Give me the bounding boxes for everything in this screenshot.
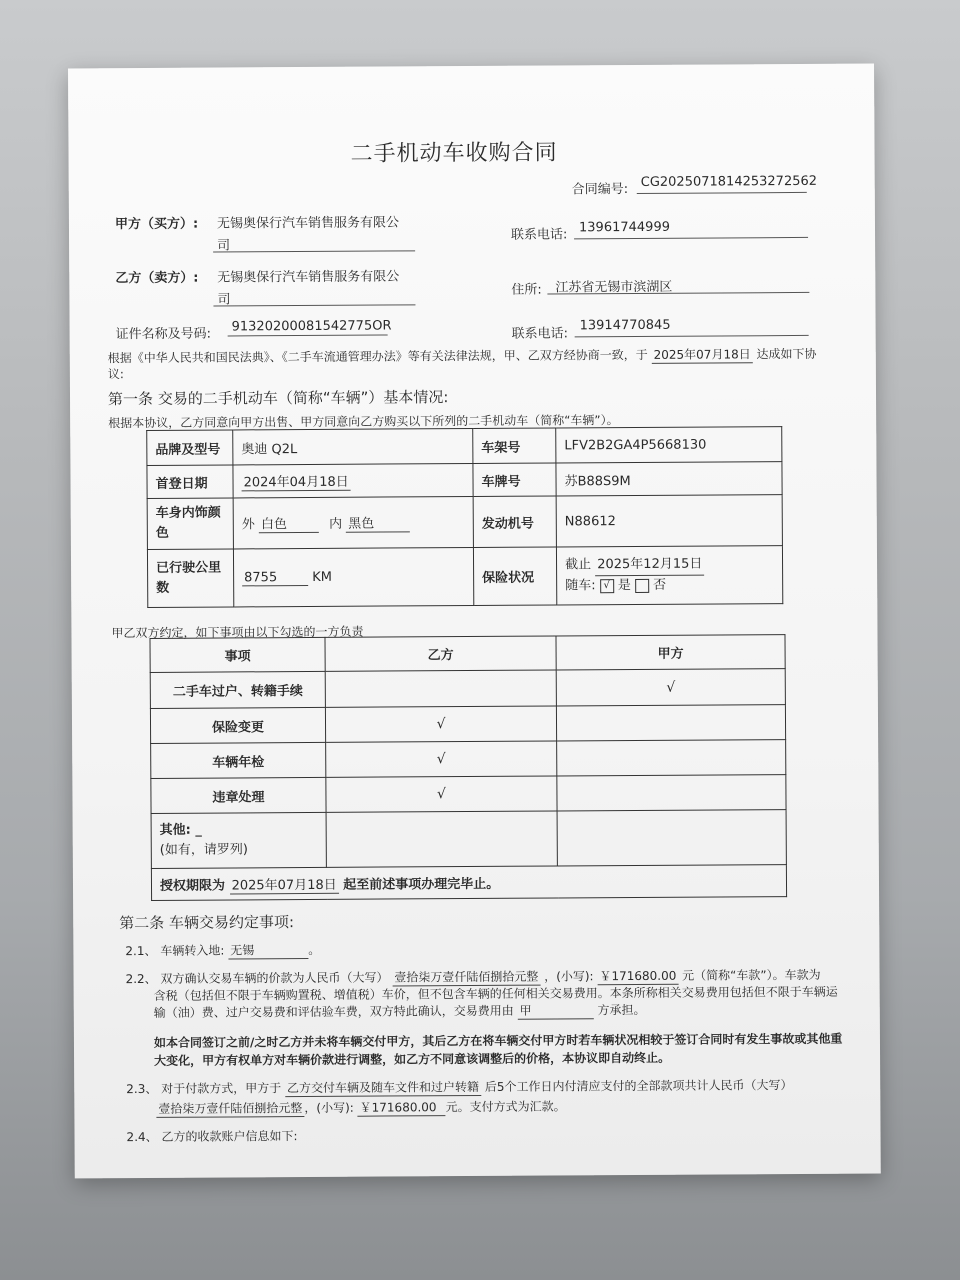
party-b-id-underline: [228, 334, 388, 336]
resp-b-3: √: [326, 776, 557, 812]
resp-item-0: 二手车过户、转籍手续: [150, 671, 325, 708]
auth-label: 授权期限为: [159, 877, 226, 894]
party-a-name-2: 司: [217, 238, 231, 254]
c21-text: 车辆转入地:: [160, 943, 225, 958]
resp-auth-cell: [151, 865, 786, 901]
c22-l3-b: 方承担。: [597, 1002, 646, 1018]
intro-suffix: 达成如下协: [756, 346, 817, 362]
color-cell: [233, 496, 473, 548]
resp-a-0: √: [556, 669, 785, 706]
c23-b: 后5个工作日内付清应支付的全部款项共计人民币（大写）: [484, 1078, 793, 1094]
c22-no: 2.2、: [125, 971, 157, 987]
party-a-name-1: 无锡奥保行汽车销售服务有限公: [216, 215, 400, 232]
resp-other-a: [557, 810, 786, 866]
auth-suffix: 起至前述事项办理完毕止。: [343, 876, 500, 893]
int-color: 黑色: [346, 512, 410, 532]
party-b-name-1: 无锡奥保行汽车销售服务有限公: [217, 269, 400, 286]
ins-no-label: 否: [653, 577, 667, 593]
c23-amount: ￥171680.00: [358, 1098, 446, 1117]
vehicle-row-brand: [147, 427, 782, 466]
vehicle-row-color: [147, 495, 782, 550]
contract-title: 二手机动车收购合同: [350, 140, 558, 167]
c23-no: 2.3、: [126, 1081, 158, 1097]
sec1-title: 第一条 交易的二手机动车（简称“车辆”）基本情况:: [107, 388, 449, 409]
c24-text: 乙方的收款账户信息如下:: [161, 1129, 298, 1144]
resp-a-2: [557, 740, 786, 776]
plate-value: 苏B88S9M: [556, 462, 782, 496]
insurance-follow-line: [565, 575, 774, 596]
reg-date: 2024年04月18日: [241, 471, 350, 492]
resp-row-3: [151, 775, 786, 814]
party-b-id-value: 91320200081542775OR: [231, 318, 392, 335]
mileage-label-2: 数: [156, 580, 170, 596]
engine-label: 发动机号: [473, 496, 556, 548]
resp-col-b: 乙方: [325, 636, 556, 671]
party-a-phone-label: 联系电话:: [510, 227, 568, 243]
resp-row-other: [151, 810, 786, 869]
resp-b-1: √: [325, 706, 556, 742]
color-label-2: 色: [155, 525, 169, 541]
vehicle-row-reg: [147, 462, 782, 499]
ins-until-prefix: 截止: [565, 557, 592, 573]
resp-other-line: [160, 820, 318, 841]
party-b-phone-underline: [575, 335, 809, 337]
clause-2-3-line-1: [126, 1076, 792, 1098]
c23-a: 对于付款方式，甲方于: [161, 1081, 282, 1096]
resp-row-auth: [151, 865, 786, 901]
resp-intro: 甲乙双方约定，如下事项由以下勾选的一方负责: [111, 624, 364, 641]
resp-item-1: 保险变更: [150, 707, 325, 743]
resp-col-a: 甲方: [556, 635, 785, 670]
insurance-until-line: [565, 554, 774, 576]
party-a-phone-underline: [574, 237, 808, 239]
vin-value: LFV2B2GA4P5668130: [556, 427, 782, 463]
contract-paper: [68, 64, 881, 1179]
c23-amount-cn: 壹拾柒万壹仟陆佰捌拾元整: [156, 1099, 304, 1118]
mileage-value: 8755: [242, 569, 308, 585]
color-label-1: 车身内饰颜: [155, 505, 221, 521]
resp-b-2: √: [326, 741, 557, 777]
mileage-cell: [233, 547, 473, 606]
contract-no-underline: [637, 192, 807, 194]
sec1-desc: 根据本协议，乙方同意向甲方出售、甲方同意向乙方购买以下所列的二手机动车（简称“车辆”）。: [108, 413, 619, 431]
party-b-address-underline: [547, 292, 809, 295]
party-b-phone: 13914770845: [579, 317, 671, 334]
party-a-label: 甲方（买方）:: [114, 216, 199, 233]
c24-no: 2.4、: [126, 1129, 158, 1145]
intro-line-2: 议:: [107, 367, 124, 382]
ext-prefix: 外: [241, 517, 255, 533]
c23-c: ，(小写):: [304, 1100, 354, 1116]
party-a-underline: [213, 250, 415, 252]
c22-l3-a: 输（油）费、过户交易费和评估验车费，双方特此确认，交易费用由: [153, 1003, 514, 1020]
c21-end: 。: [308, 942, 321, 957]
color-label: [147, 498, 233, 550]
brand-label: 品牌及型号: [147, 430, 233, 466]
engine-value: N88612: [556, 495, 782, 547]
c22-l1-b: ，(小写):: [544, 969, 594, 984]
intro-prefix: 根据《中华人民共和国民法典》、《二手车流通管理办法》等有关法律法规，甲、乙双方经协商一致，于: [107, 347, 648, 366]
c22-l1-c: 元（简称“车款”）。车款为: [682, 967, 821, 983]
resp-b-0: [325, 670, 556, 707]
resp-other-label: 其他:: [159, 822, 191, 838]
clause-2-4: [126, 1127, 297, 1145]
auth-date: 2025年07月18日: [229, 873, 338, 894]
sec2-title: 第二条 车辆交易约定事项:: [119, 913, 295, 933]
c21-value: 无锡: [228, 941, 308, 959]
clause-2-1: [125, 941, 320, 960]
resp-a-1: [556, 705, 785, 741]
ins-yes-label: 是: [617, 578, 631, 594]
contract-no-label: 合同编号:: [571, 182, 629, 198]
party-a-phone: 13961744999: [578, 219, 671, 236]
ins-yes-checkbox[interactable]: √: [600, 579, 614, 593]
intro-date: 2025年07月18日: [652, 345, 753, 364]
c23-method: 乙方交付车辆及随车文件和过户转籍: [285, 1078, 481, 1097]
resp-other-note: (如有，请罗列): [159, 842, 248, 858]
bold-clause-line-1: 如本合同签订之前/之时乙方并未将车辆交付甲方，其后乙方在将车辆交付甲方时若车辆状况相较于签订合同时有发生事故或其他重: [153, 1031, 843, 1050]
party-b-address-label: 住所:: [511, 282, 542, 298]
resp-other-cell: [151, 812, 326, 868]
party-b-phone-label: 联系电话:: [511, 326, 569, 342]
plate-label: 车牌号: [473, 463, 556, 497]
party-b-underline: [213, 304, 415, 306]
resp-row-0: [150, 669, 785, 709]
c22-payer: 甲: [518, 1001, 594, 1019]
resp-other-b: [326, 811, 557, 867]
vehicle-row-mileage: [147, 546, 782, 608]
resp-row-2: [151, 740, 786, 779]
resp-row-1: [150, 705, 785, 744]
insurance-label: 保险状况: [473, 547, 556, 606]
reg-cell: [233, 463, 473, 497]
clause-2-3-line-2: [156, 1097, 565, 1117]
resp-item-3: 违章处理: [151, 777, 326, 813]
clause-2-2-line-2: 含税（包括但不限于车辆购置税、增值税）车价，但不包含车辆的任何相关交易费用。本条所称相关交易费用包括但不限于车辆运: [153, 984, 838, 1003]
mileage-label: [147, 549, 233, 608]
party-b-address: 江苏省无锡市滨湖区: [555, 279, 673, 296]
intro-line-1: [108, 345, 817, 367]
resp-col-item: 事项: [150, 637, 325, 672]
c23-d: 元。支付方式为汇款。: [445, 1099, 566, 1115]
insurance-cell: [556, 546, 782, 605]
resp-other-value: _: [195, 822, 202, 838]
resp-item-2: 车辆年检: [151, 742, 326, 778]
clause-2-2-line-3: [154, 1001, 646, 1022]
vehicle-table: [146, 426, 783, 608]
ins-no-checkbox[interactable]: [635, 578, 649, 592]
mileage-label-1: 已行驶公里: [156, 560, 222, 576]
reg-label: 首登日期: [147, 465, 233, 499]
party-b-id-label: 证件名称及号码:: [115, 326, 212, 343]
vin-label: 车架号: [473, 428, 556, 464]
resp-a-3: [557, 775, 786, 811]
contract-no-value: CG2025071814253272562: [640, 173, 818, 190]
resp-header-row: [150, 635, 785, 673]
c21-no: 2.1、: [125, 943, 157, 959]
c22-l1-a: 双方确认交易车辆的价款为人民币（大写）: [160, 970, 389, 986]
ins-until-date: 2025年12月15日: [595, 555, 704, 577]
party-b-name-2: 司: [217, 292, 231, 308]
int-prefix: 内: [329, 516, 343, 532]
c22-amount: ￥171680.00: [597, 967, 678, 985]
bold-clause-line-2: 大变化，甲方有权单方对车辆价款进行调整，如乙方不同意该调整后的价格，本协议即自动终止。: [154, 1050, 671, 1068]
resp-table: [149, 634, 787, 901]
mileage-unit: KM: [312, 569, 333, 585]
ext-color: 白色: [259, 513, 319, 533]
party-b-label: 乙方（卖方）:: [115, 270, 199, 287]
ins-follow-label: 随车:: [565, 578, 596, 594]
brand-value: 奥迪 Q2L: [233, 428, 473, 464]
c22-amount-cn: 壹拾柒万壹仟陆佰捌拾元整: [392, 968, 540, 987]
